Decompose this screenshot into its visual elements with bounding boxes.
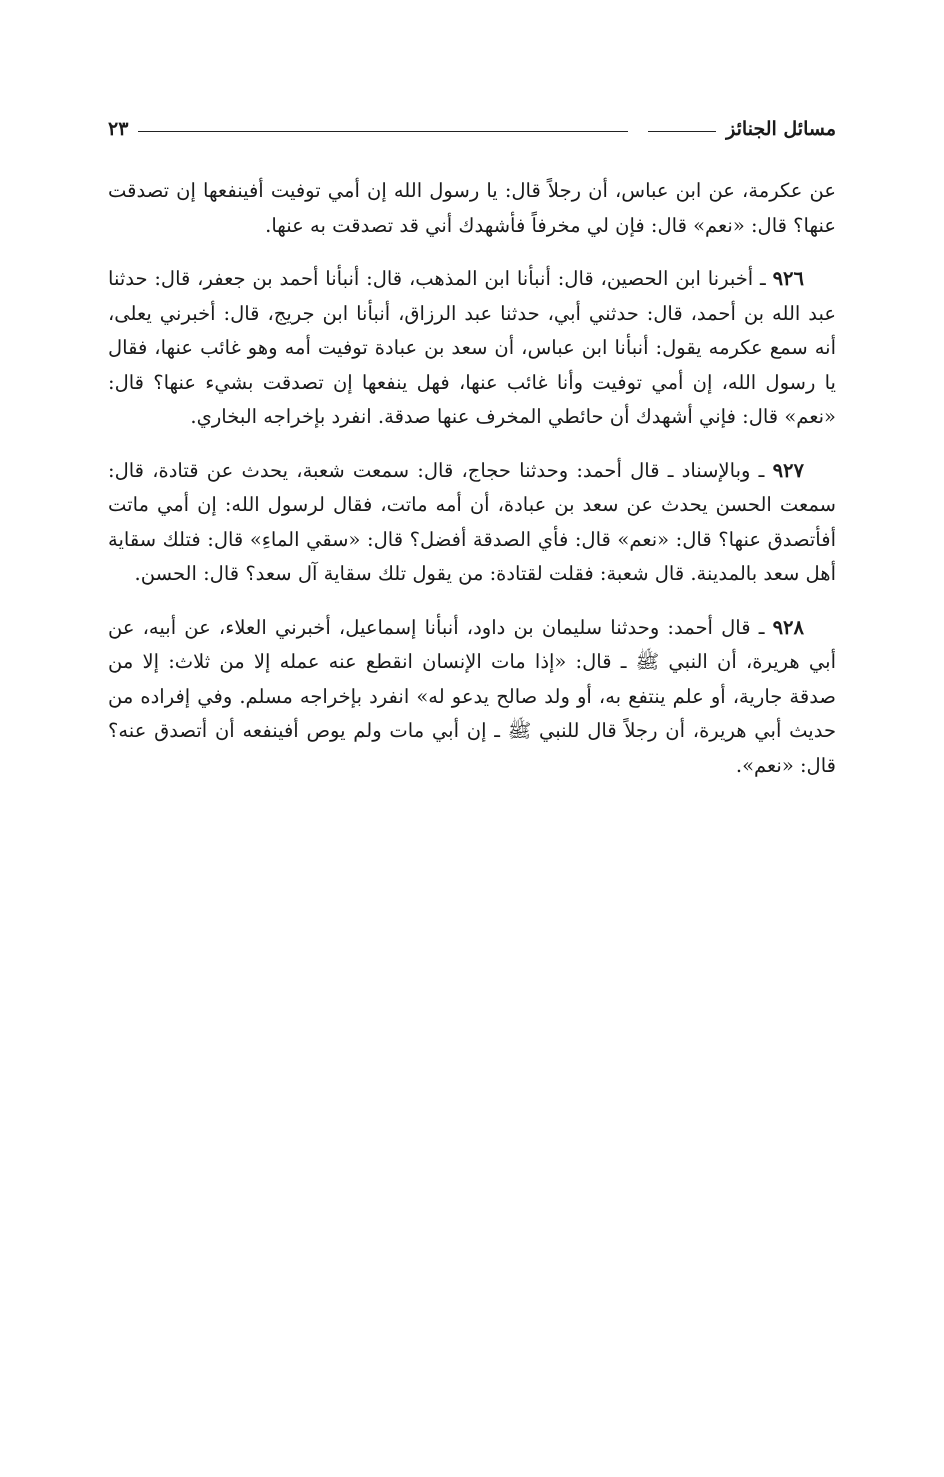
hadith-926 — [108, 262, 836, 435]
running-title: مسائل الجنائز — [726, 118, 836, 140]
paragraph-text: ـ وبالإسناد ـ قال أحمد: وحدثنا حجاج، قال: سمعت شعبة، يحدث عن قتادة، قال: سمعت الحسن يحدث عن سعد بن عبادة، أن أمه ماتت، فقال لرسول الله: إن أمي ماتت أفأتصدق عنها؟ قال: «نعم» قال: فأي الصدقة أفضل؟ قال: «سقي الماءِ» قال: فتلك سقاية أهل سعد بالمدينة. قال شعبة: فقلت لقتادة: من يقول تلك سقاية آل سعد؟ قال: الحسن. — [108, 458, 836, 585]
paragraph-text: ـ قال أحمد: وحدثنا سليمان بن داود، أنبأنا إسماعيل، أخبرني العلاء، عن أبيه، عن أبي هريرة، أن النبي ﷺ ـ قال: «إذا مات الإنسان انقطع عنه عمله إلا من ثلاث: إلا من صدقة جارية، أو علم ينتفع به، أو ولد صالح يدعو له» انفرد بإخراجه مسلم. وفي إفراده من حديث أبي هريرة، أن رجلاً قال للنبي ﷺ ـ إن أبي مات ولم يوص أفينفعه أن أتصدق عنه؟ قال: «نعم». — [108, 615, 836, 777]
hadith-number: ٩٢٧ — [772, 458, 804, 482]
paragraph-text: ـ أخبرنا ابن الحصين، قال: أنبأنا ابن المذهب، قال: أنبأنا أحمد بن جعفر، قال: حدثنا عبد الله بن أحمد، قال: حدثني أبي، حدثنا عبد الرزاق، أنبأنا ابن جريج، قال: أخبرني يعلى، أنه سمع عكرمه يقول: أنبأنا ابن عباس، أن سعد بن عبادة توفيت أمه وهو غائب عنها، فقال يا رسول الله، إن أمي توفيت وأنا غائب عنها، فهل ينفعها إن تصدقت بشيء عنها؟ قال: «نعم» قال: فإني أشهدك أن حائطي المخرف عنها صدقة. انفرد بإخراجه البخاري. — [108, 267, 836, 428]
page-number: ٢٣ — [108, 118, 129, 140]
hadith-927 — [108, 454, 836, 592]
book-page — [108, 112, 836, 802]
hadith-928 — [108, 611, 836, 784]
hadith-number: ٩٢٦ — [772, 267, 804, 290]
body-text — [108, 174, 836, 783]
hadith-number: ٩٢٨ — [772, 615, 804, 639]
running-header — [108, 112, 836, 146]
header-rule-short — [648, 131, 716, 132]
paragraph-continuation — [108, 174, 836, 243]
paragraph-text: عن عكرمة، عن ابن عباس، أن رجلاً قال: يا رسول الله إن أمي توفيت أفينفعها إن تصدقت عنها؟ قال: «نعم» قال: فإن لي مخرفاً فأشهدك أني قد تصدقت به عنها. — [108, 179, 836, 237]
header-rule — [138, 131, 628, 132]
